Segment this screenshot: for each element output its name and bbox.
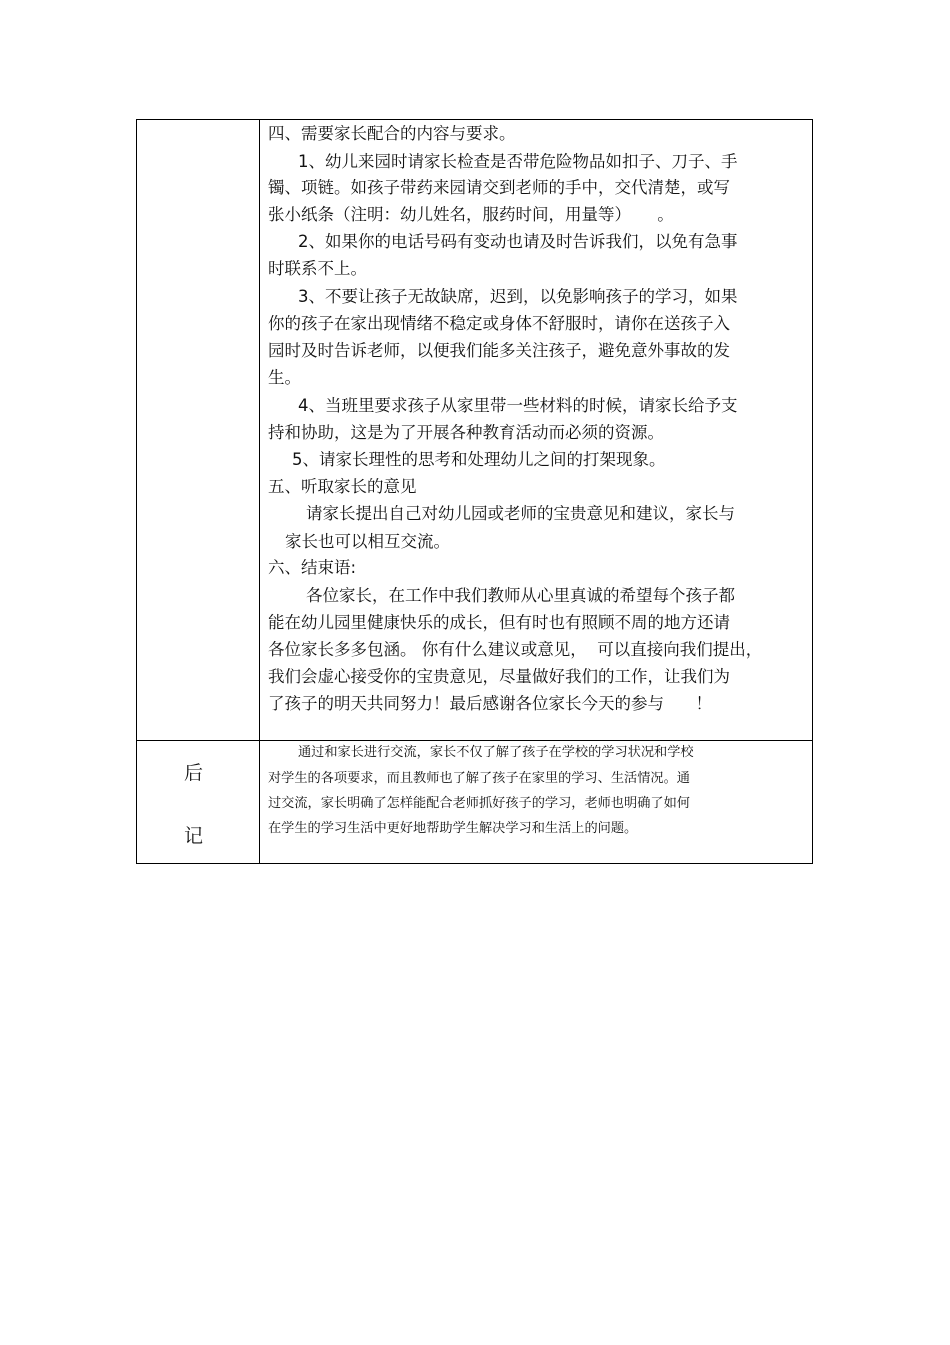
section-6-line-3: 各位家长多多包涵。 你有什么建议或意见， 可以直接向我们提出， [268,640,763,659]
item-4-line-1: 4、当班里要求孩子从家里带一些材料的时候，请家长给予支 [298,396,738,415]
item-5-line-1: 5、请家长理性的思考和处理幼儿之间的打架现象。 [292,450,666,469]
item-3-line-1: 3、不要让孩子无故缺席，迟到，以免影响孩子的学习，如果 [298,287,738,306]
heading-section-4: 四、需要家长配合的内容与要求。 [268,124,516,143]
item-4-line-2: 持和协助，这是为了开展各种教育活动而必须的资源。 [268,423,664,442]
item-3-line-2: 你的孩子在家出现情绪不稳定或身体不舒服时，请你在送孩子入 [268,314,730,333]
section-5-line-1: 请家长提出自己对幼儿园或老师的宝贵意见和建议，家长与 [306,504,735,523]
item-3-line-3: 园时及时告诉老师，以便我们能多关注孩子，避免意外事故的发 [268,341,730,360]
section-6-line-5: 了孩子的明天共同努力！最后感谢各位家长今天的参与 ！ [268,694,712,713]
houji-line-1: 通过和家长进行交流，家长不仅了解了孩子在学校的学习状况和学校 [298,745,694,760]
section-6-line-4: 我们会虚心接受你的宝贵意见，尽量做好我们的工作，让我们为 [268,667,730,686]
item-1-line-3: 张小纸条（注明：幼儿姓名，服药时间，用量等） 。 [268,205,674,224]
item-3-line-4: 生。 [268,368,301,387]
item-1-line-2: 镯、项链。如孩子带药来园请交到老师的手中，交代清楚，或写 [268,178,730,197]
column-divider [259,120,260,863]
section-6-line-2: 能在幼儿园里健康快乐的成长，但有时也有照顾不周的地方还请 [268,613,730,632]
houji-line-4: 在学生的学习生活中更好地帮助学生解决学习和生活上的问题。 [268,821,638,836]
item-2-line-2: 时联系不上。 [268,259,367,278]
heading-section-5: 五、听取家长的意见 [268,477,417,496]
section-5-line-2: 家长也可以相互交流。 [285,532,450,551]
houji-line-2: 对学生的各项要求，而且教师也了解了孩子在家里的学习、生活情况。通 [268,771,690,786]
item-1-line-1: 1、幼儿来园时请家长检查是否带危险物品如扣子、刀子、手 [298,152,738,171]
section-6-line-1: 各位家长，在工作中我们教师从心里真诚的希望每个孩子都 [306,586,735,605]
heading-section-6: 六、结束语: [268,558,357,577]
houji-label-char-2: 记 [184,825,204,847]
houji-label-char-1: 后 [184,762,204,784]
row-divider [137,740,812,741]
houji-line-3: 过交流，家长明确了怎样能配合老师抓好孩子的学习，老师也明确了如何 [268,796,690,811]
item-2-line-1: 2、如果你的电话号码有变动也请及时告诉我们，以免有急事 [298,232,738,251]
